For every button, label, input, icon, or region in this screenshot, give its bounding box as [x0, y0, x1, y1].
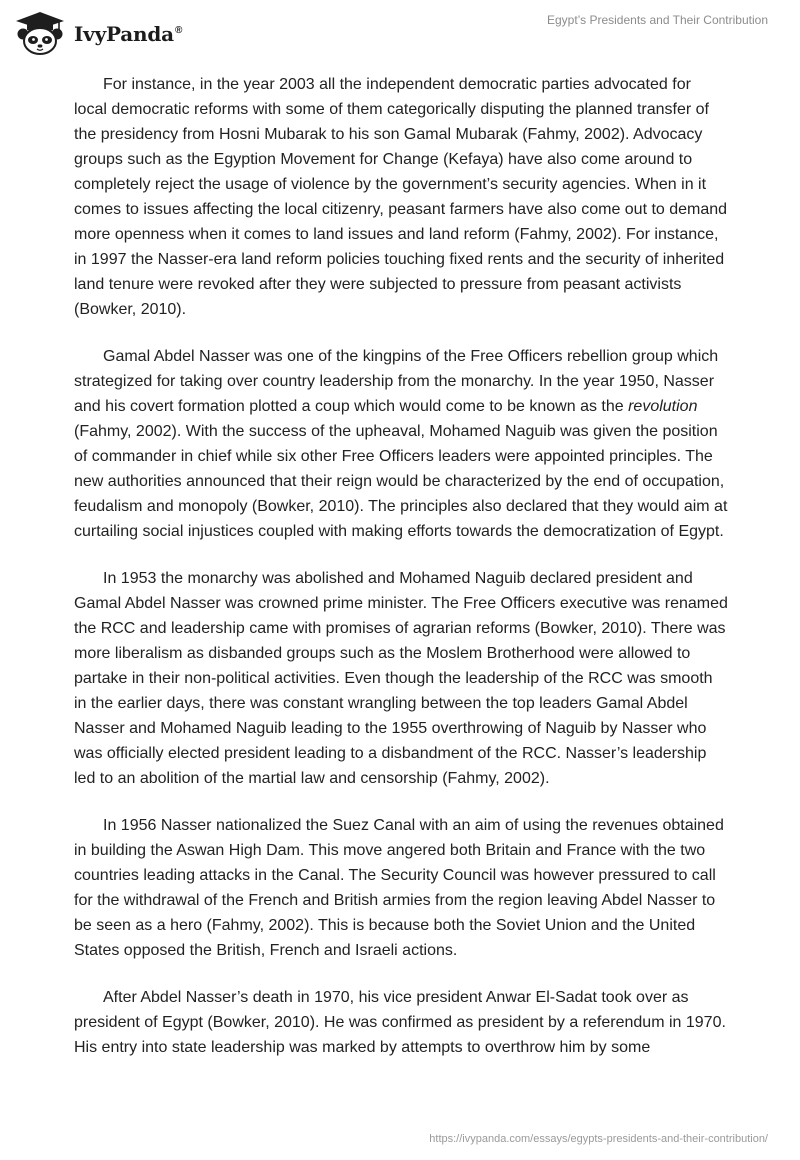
- brand-name: IvyPanda®: [74, 22, 183, 46]
- document-title: Egypt’s Presidents and Their Contribution: [546, 13, 768, 27]
- essay-body: [74, 72, 728, 1082]
- panda-graduate-icon: [12, 10, 68, 56]
- paragraph: For instance, in the year 2003 all the independent democratic parties advocated for local democratic reforms with some of them categorically disputing the planned transfer of the presidency from Hosni Mubarak to his son Gamal Mubarak (Fahmy, 2002). Advocacy groups such as the Egyption Movement for Change (Kefaya) have also come around to completely reject the usage of violence by the government’s security agencies. When in it comes to issues affecting the local citizenry, peasant farmers have also come out to demand more openness when it comes to land issues and land reform (Fahmy, 2002). For instance, in 1997 the Nasser-era land reform policies touching fixed rents and the security of inherited land tenure were revoked after they were subjected to pressure from peasant activists (Bowker, 2010).: [74, 76, 728, 318]
- paragraph: In 1953 the monarchy was abolished and Mohamed Naguib declared president and Gamal Abdel Nasser was crowned prime minister. The Free Officers executive was renamed the RCC and leadership came with promises of agrarian reforms (Bowker, 2010). There was more liberalism as disbanded groups such as the Moslem Brotherhood were allowed to partake in their non-political activities. Even though the leadership of the RCC was smooth in the earlier days, there was constant wrangling between the top leaders Gamal Abdel Nasser and Mohamed Naguib leading to the 1955 overthrowing of Naguib by Nasser who was officially elected president leading to a disbandment of the RCC. Nasser’s leadership led to an abolition of the martial law and censorship (Fahmy, 2002).: [74, 570, 728, 787]
- emphasized-term: revolution: [628, 398, 698, 415]
- page-header: [0, 0, 800, 60]
- registered-mark: ®: [174, 25, 183, 37]
- brand-logo[interactable]: [12, 10, 182, 56]
- paragraph: After Abdel Nasser’s death in 1970, his vice president Anwar El-Sadat took over as president of Egypt (Bowker, 2010). He was confirmed as president by a referendum in 1970. His entry into state leadership was marked by attempts to overthrow him by some: [74, 989, 726, 1056]
- paragraph: In 1956 Nasser nationalized the Suez Canal with an aim of using the revenues obtained in building the Aswan High Dam. This move angered both Britain and France with the two countries leading attacks in the Canal. The Security Council was however pressured to call for the withdrawal of the French and British armies from the region leaving Abdel Nasser to be seen as a hero (Fahmy, 2002). This is because both the Soviet Union and the United States opposed the British, French and Israeli actions.: [74, 817, 724, 959]
- source-url-link[interactable]: https://ivypanda.com/essays/egypts-presidents-and-their-contribution/: [429, 1133, 768, 1145]
- paragraph: Gamal Abdel Nasser was one of the kingpins of the Free Officers rebellion group which strategized for taking over country leadership from the monarchy. In the year 1950, Nasser and his covert formation plotted a coup which would come to be known as the revolution (Fahmy, 2002). With the success of the upheaval, Mohamed Naguib was given the position of commander in chief while six other Free Officers leaders were appointed principles. The new authorities announced that their reign would be characterized by the end of occupation, feudalism and monopoly (Bowker, 2010). The principles also declared that they would aim at curtailing social injustices coupled with making efforts towards the democratization of Egypt.: [74, 348, 728, 540]
